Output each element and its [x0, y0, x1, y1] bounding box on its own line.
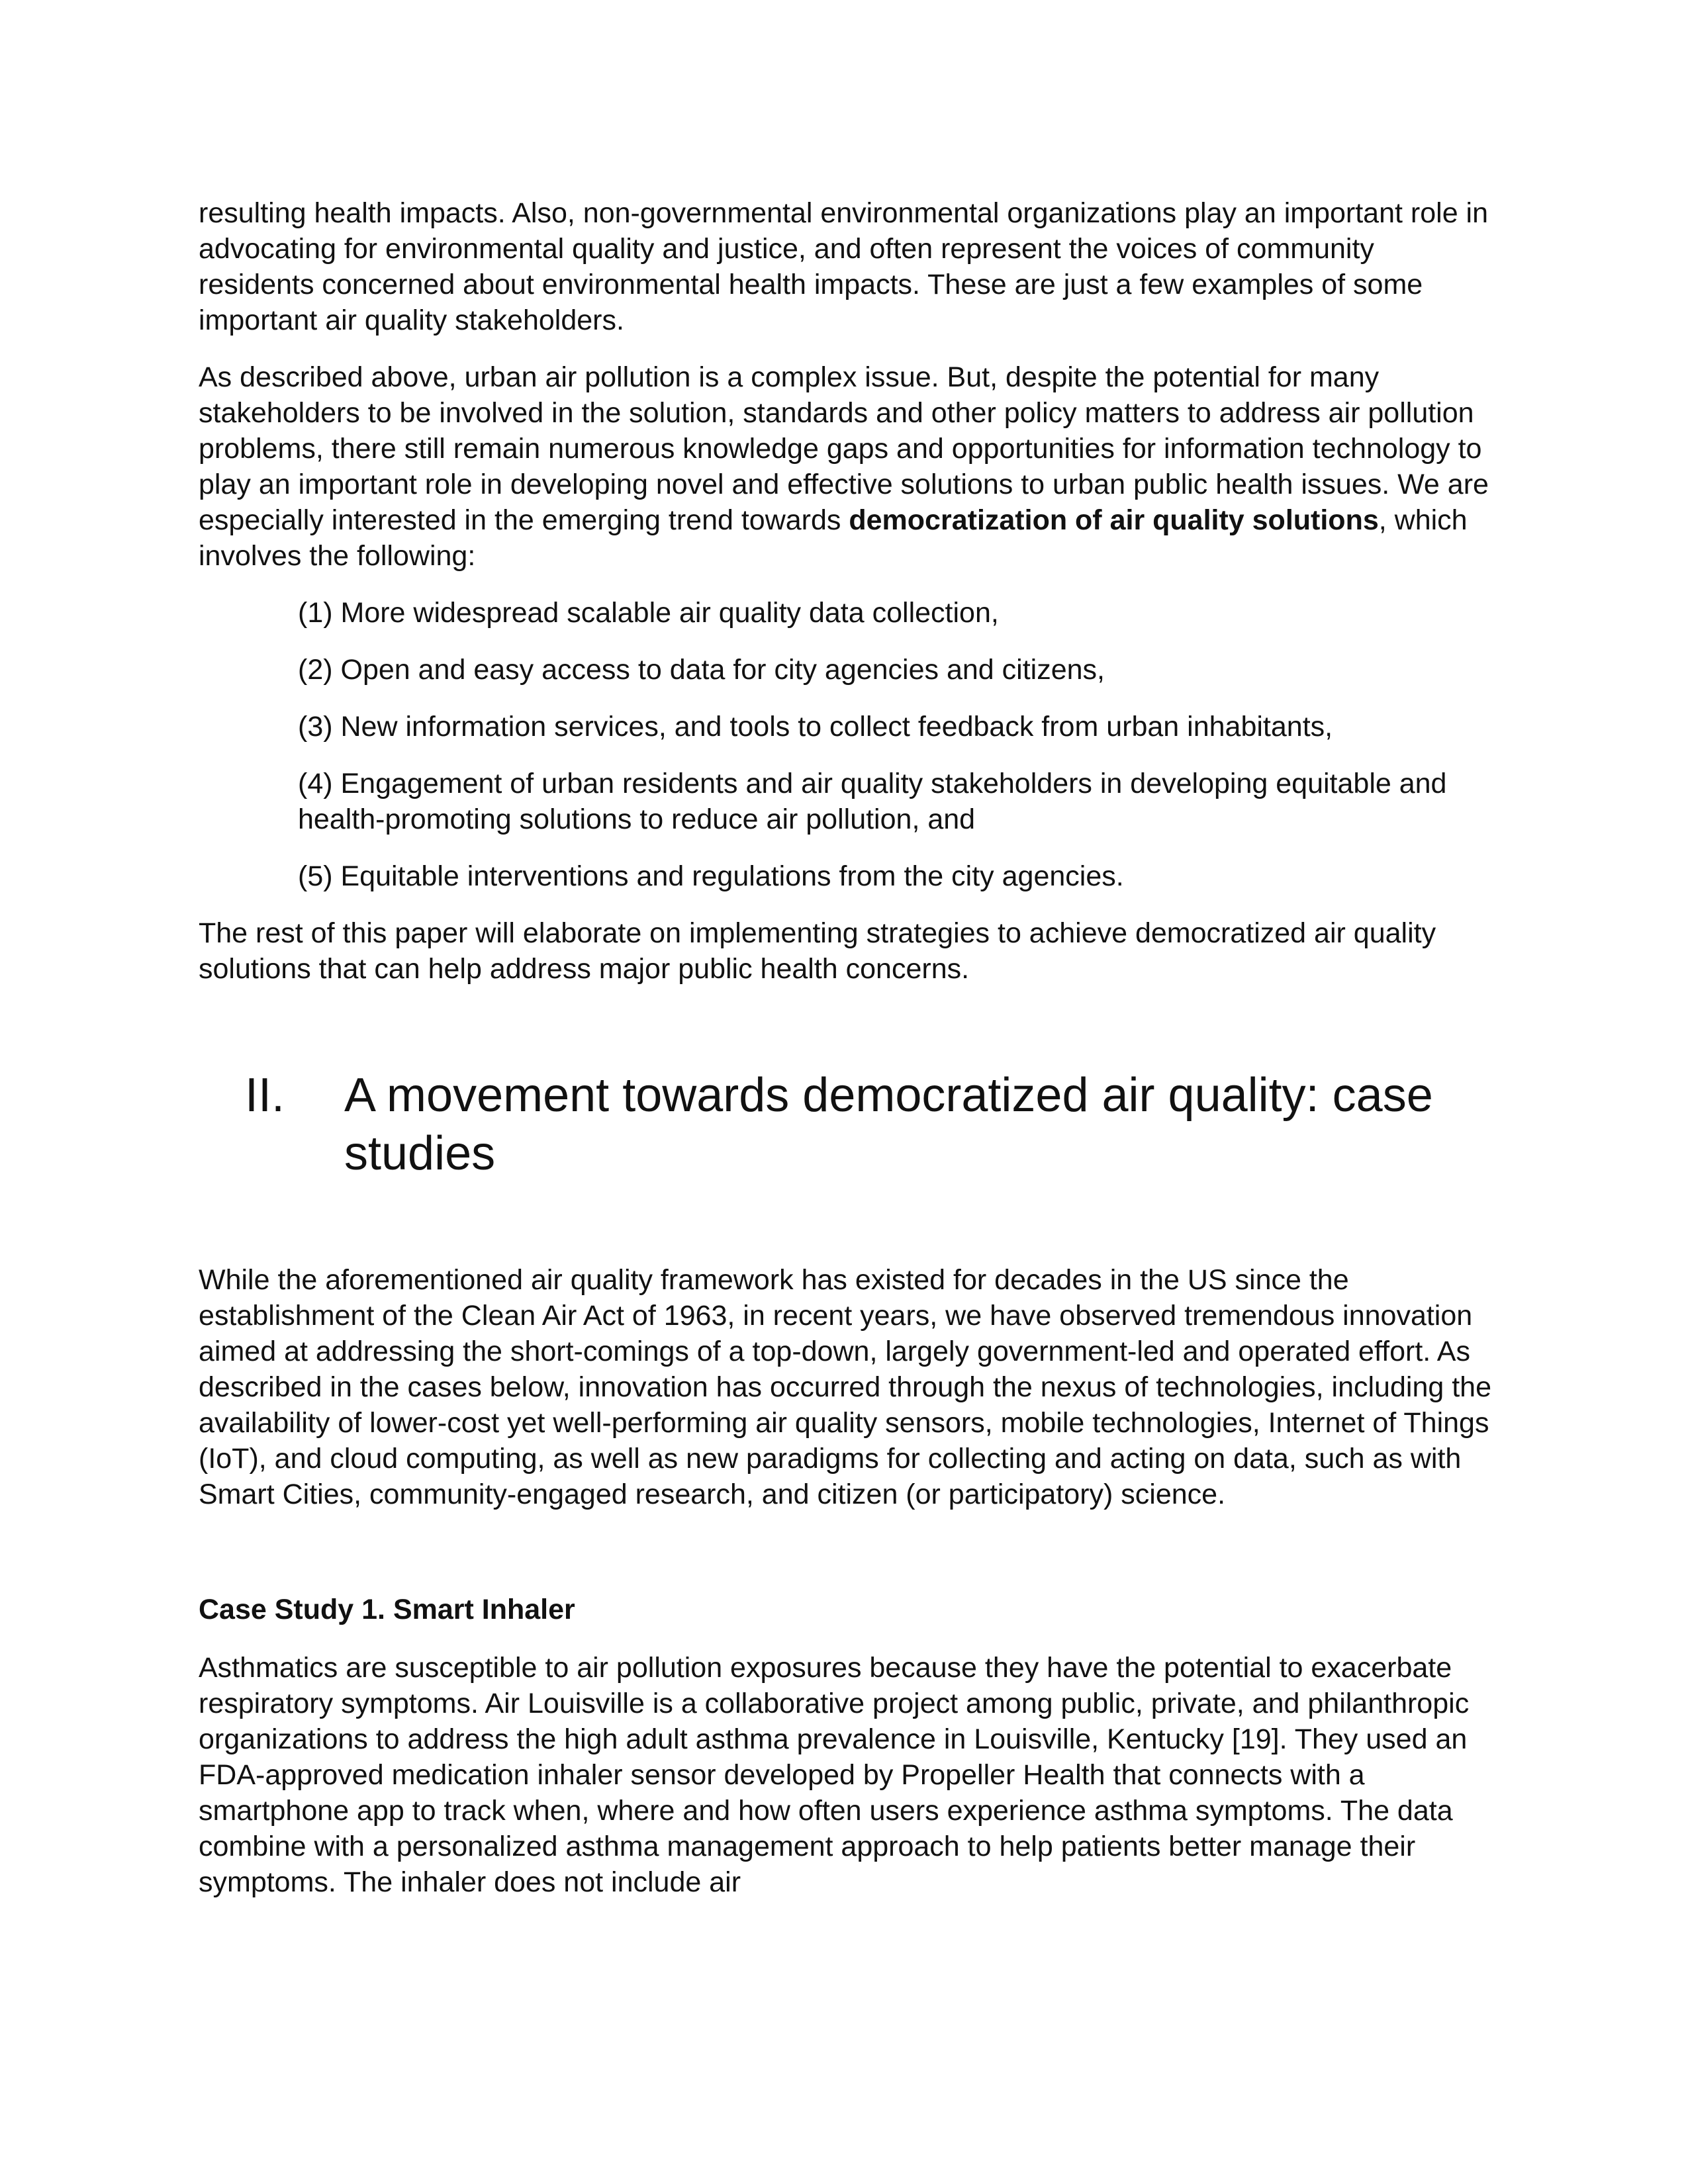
list-item: (4) Engagement of urban residents and air quality stakeholders in developing equitable and health-promoting solutions to reduce air pollution, and [298, 768, 1447, 835]
section-title: A movement towards democratized air quality: case studies [344, 1069, 1433, 1180]
paragraph-rest-of-paper: The rest of this paper will elaborate on implementing strategies to achieve democratized air quality solutions that can help address major public health concerns. [199, 917, 1436, 985]
document-page [199, 195, 1496, 1921]
paragraph-democratization [199, 359, 1496, 574]
section-heading [199, 1066, 1496, 1183]
paragraph-innovation: While the aforementioned air quality framework has existed for decades in the US since the establishment of the Clean Air Act of 1963, in recent years, we have observed tremendous innovation aimed at addressing the short-comings of a top-down, largely government-led and operated effort. As described in the cases below, innovation has occurred through the nexus of technologies, including the availability of lower-cost yet well-performing air quality sensors, mobile technologies, Internet of Things (IoT), and cloud computing, as well as new paradigms for collecting and acting on data, such as with Smart Cities, community-engaged research, and citizen (or participatory) science. [199, 1264, 1491, 1510]
list-item: (3) New information services, and tools to collect feedback from urban inhabitants, [298, 711, 1333, 743]
section-number: II. [245, 1069, 285, 1122]
paragraph-text: , which involves the following: [199, 504, 1468, 572]
numbered-list [298, 595, 1496, 894]
list-item: (1) More widespread scalable air quality data collection, [298, 597, 999, 629]
list-item: (2) Open and easy access to data for city agencies and citizens, [298, 654, 1105, 686]
bold-term: democratization of air quality solutions [849, 504, 1379, 536]
paragraph-stakeholders: resulting health impacts. Also, non-governmental environmental organizations play an important role in advocating for environmental quality and justice, and often represent the voices of community residents concerned about environmental health impacts. These are just a few examples of some important air quality stakeholders. [199, 197, 1489, 336]
case-study-heading: Case Study 1. Smart Inhaler [199, 1594, 575, 1625]
paragraph-smart-inhaler: Asthmatics are susceptible to air pollution exposures because they have the potential to exacerbate respiratory symptoms. Air Louisville is a collaborative project among public, private, and philanthropic organizations to address the high adult asthma prevalence in Louisville, Kentucky [19]. They used an FDA-approved medication inhaler sensor developed by Propeller Health that connects with a smartphone app to track when, where and how often users experience asthma symptoms. The data combine with a personalized asthma management approach to help patients better manage their symptoms. The inhaler does not include air [199, 1652, 1470, 1898]
list-item: (5) Equitable interventions and regulations from the city agencies. [298, 860, 1124, 892]
paragraph-text: As described above, urban air pollution is a complex issue. But, despite the potential for many stakeholders to be involved in the solution, standards and other policy matters to address air pollution problems, there still remain numerous knowledge gaps and opportunities for information technology to play an important role in developing novel and effective solutions to urban public health issues. We are especially interested in the emerging trend towards [199, 361, 1489, 536]
